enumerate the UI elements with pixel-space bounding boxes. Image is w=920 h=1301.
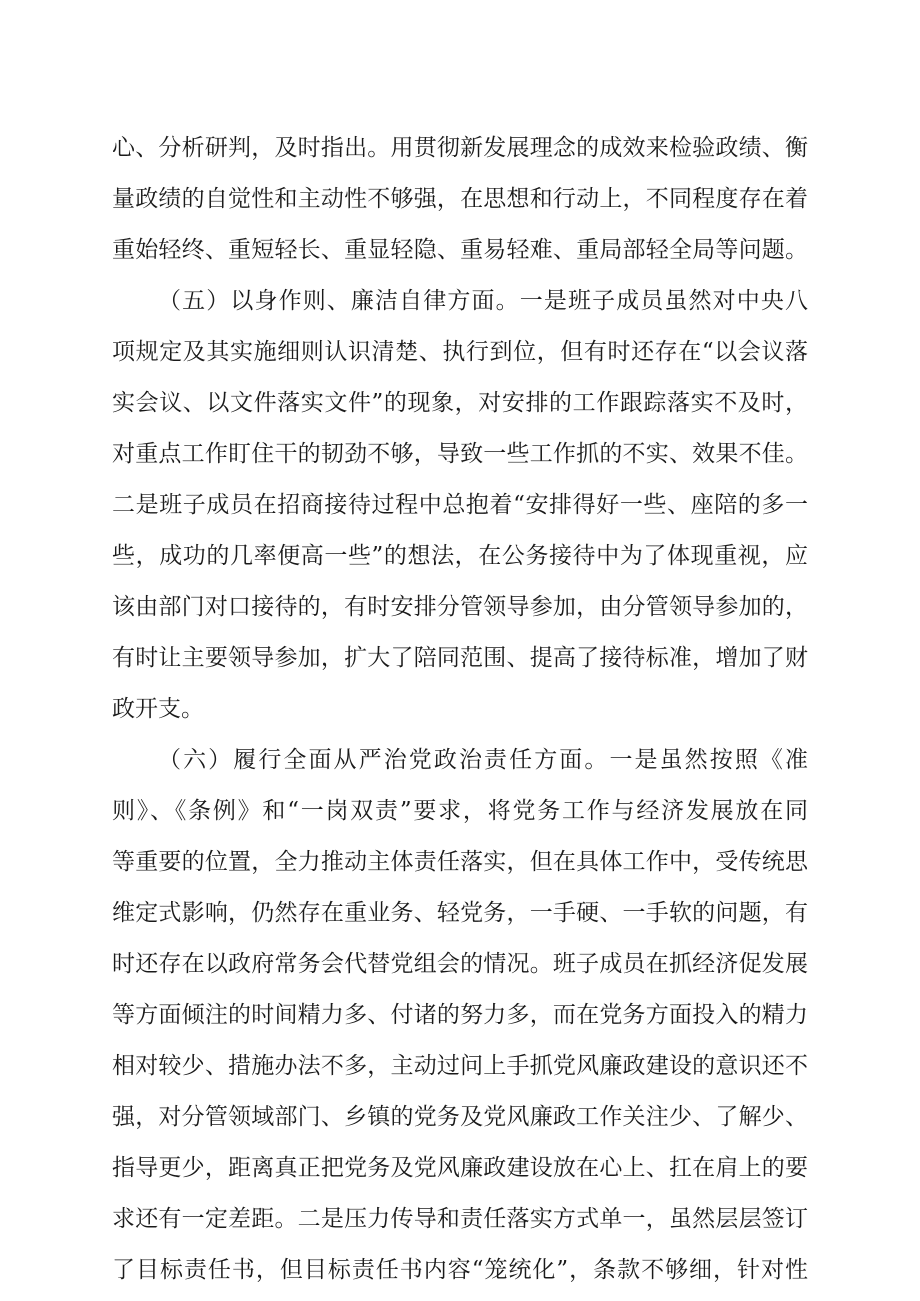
text-line: 强，对分管领域部门、乡镇的党务及党风廉政工作关注少、了解少、 (112, 1104, 808, 1130)
text-line: 求还有一定差距。二是压力传导和责任落实方式单一，虽然层层签订 (112, 1206, 808, 1232)
text-line: 实会议、以文件落实文件”的现象，对安排的工作跟踪落实不及时， (112, 390, 808, 416)
text-line: 维定式影响，仍然存在重业务、轻党务，一手硬、一手软的问题，有 (112, 900, 808, 926)
paragraph-heading-6: （六）履行全面从严治党政治责任方面。一是虽然按照《准 (158, 747, 808, 773)
text-line: 对重点工作盯住干的韧劲不够，导致一些工作抓的不实、效果不佳。 (112, 441, 808, 467)
text-line: 些，成功的几率便高一些”的想法，在公务接待中为了体现重视，应 (112, 543, 808, 569)
text-line: 重始轻终、重短轻长、重显轻隐、重易轻难、重局部轻全局等问题。 (112, 237, 808, 263)
text-line: 等方面倾注的时间精力多、付诸的努力多，而在党务方面投入的精力 (112, 1002, 808, 1028)
text-line: 时还存在以政府常务会代替党组会的情况。班子成员在抓经济促发展 (112, 951, 808, 977)
text-line: 该由部门对口接待的，有时安排分管领导参加，由分管领导参加的， (112, 594, 808, 620)
text-line: 指导更少，距离真正把党务及党风廉政建设放在心上、扛在肩上的要 (112, 1155, 808, 1181)
text-line: 量政绩的自觉性和主动性不够强，在思想和行动上，不同程度存在着 (112, 186, 808, 212)
paragraph-heading-5: （五）以身作则、廉洁自律方面。一是班子成员虽然对中央八 (158, 288, 808, 314)
text-line: 心、分析研判，及时指出。用贯彻新发展理念的成效来检验政绩、衡 (112, 135, 808, 161)
text-line: 政开支。 (112, 696, 204, 722)
text-line: 则》、《条例》和“一岗双责”要求，将党务工作与经济发展放在同 (112, 798, 808, 824)
text-line: 相对较少、措施办法不多，主动过问上手抓党风廉政建设的意识还不 (112, 1053, 808, 1079)
text-line: 二是班子成员在招商接待过程中总抱着“安排得好一些、座陪的多一 (112, 492, 808, 518)
text-line: 项规定及其实施细则认识清楚、执行到位，但有时还存在“以会议落 (112, 339, 808, 365)
text-line: 等重要的位置，全力推动主体责任落实，但在具体工作中，受传统思 (112, 849, 808, 875)
text-line: 了目标责任书，但目标责任书内容“笼统化”，条款不够细，针对性 (112, 1257, 808, 1283)
text-line: 有时让主要领导参加，扩大了陪同范围、提高了接待标准，增加了财 (112, 645, 808, 671)
